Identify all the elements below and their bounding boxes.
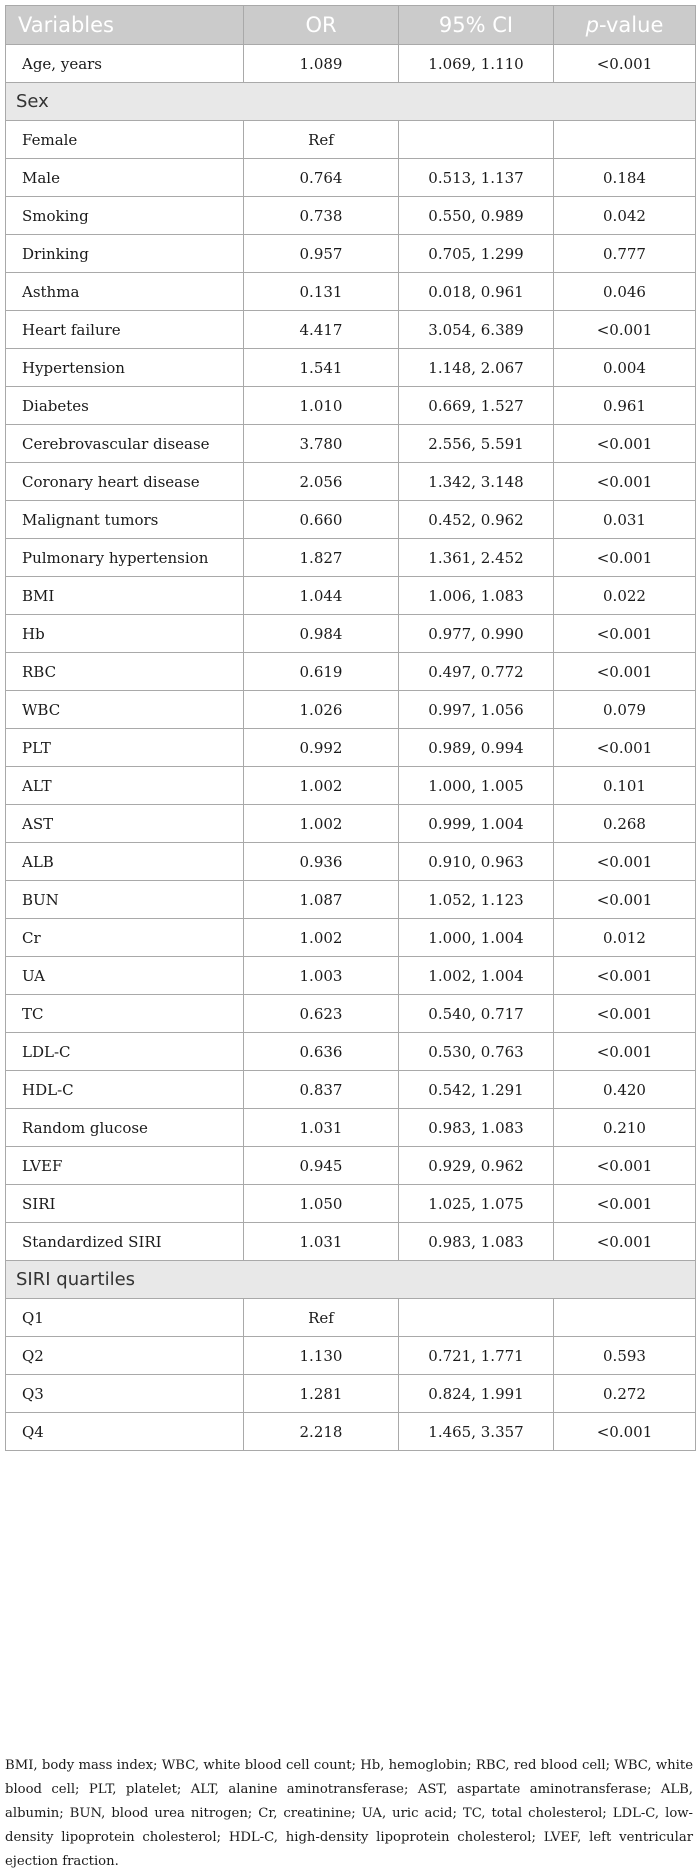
row-ci: 0.983, 1.083 (399, 1109, 554, 1147)
row-ci: 3.054, 6.389 (399, 311, 554, 349)
row-p-value (554, 1299, 696, 1337)
row-label: TC (6, 995, 244, 1033)
table-footnote: BMI, body mass index; WBC, white blood cell count; Hb, hemoglobin; RBC, red blood cell; WBC, white blood cell; PLT, platelet; ALT, alanine aminotransferase; AST, aspartate aminotransferase; ALB, albumin; BUN, blood urea nitrogen; Cr, creatinine; UA, uric acid; TC, total cholesterol; LDL-C, low-density lipoprotein cholesterol; HDL-C, high-density lipoprotein cholesterol; LVEF, left ventricular ejection fraction. (5, 1758, 693, 1869)
table-row (6, 1299, 696, 1337)
row-p-value: <0.001 (554, 957, 696, 995)
row-label: Malignant tumors (6, 501, 244, 539)
row-or: 0.837 (244, 1071, 399, 1109)
row-label: Pulmonary hypertension (6, 539, 244, 577)
row-ci: 1.465, 3.357 (399, 1413, 554, 1451)
row-or: 0.660 (244, 501, 399, 539)
row-p-value: <0.001 (554, 463, 696, 501)
table-row (6, 1223, 696, 1261)
row-or: 1.089 (244, 45, 399, 83)
row-or: 1.010 (244, 387, 399, 425)
row-p-value: 0.593 (554, 1337, 696, 1375)
row-label: UA (6, 957, 244, 995)
row-ci: 0.540, 0.717 (399, 995, 554, 1033)
row-p-value: <0.001 (554, 539, 696, 577)
row-or: 2.056 (244, 463, 399, 501)
table-row (6, 235, 696, 273)
row-or: 1.541 (244, 349, 399, 387)
row-ci: 1.006, 1.083 (399, 577, 554, 615)
row-p-value: 0.031 (554, 501, 696, 539)
table-row (6, 1147, 696, 1185)
row-or: 0.992 (244, 729, 399, 767)
row-ci: 0.550, 0.989 (399, 197, 554, 235)
table-row (6, 995, 696, 1033)
header-variables: Variables (6, 6, 244, 45)
row-p-value: <0.001 (554, 1413, 696, 1451)
row-p-value: <0.001 (554, 729, 696, 767)
row-p-value: 0.042 (554, 197, 696, 235)
table-header-row (6, 6, 696, 45)
row-p-value: 0.046 (554, 273, 696, 311)
row-ci: 0.910, 0.963 (399, 843, 554, 881)
row-label: Q2 (6, 1337, 244, 1375)
table-row (6, 1033, 696, 1071)
table-row (6, 121, 696, 159)
table-body (6, 45, 696, 1451)
row-or: 0.619 (244, 653, 399, 691)
row-ci: 0.018, 0.961 (399, 273, 554, 311)
table-row (6, 805, 696, 843)
row-label: ALT (6, 767, 244, 805)
row-p-value: <0.001 (554, 1185, 696, 1223)
row-p-value: 0.079 (554, 691, 696, 729)
row-p-value: 0.012 (554, 919, 696, 957)
row-label: Q1 (6, 1299, 244, 1337)
table-row (6, 349, 696, 387)
row-ci: 1.361, 2.452 (399, 539, 554, 577)
table-row (6, 919, 696, 957)
row-ci: 0.999, 1.004 (399, 805, 554, 843)
table-row (6, 577, 696, 615)
row-p-value: 0.272 (554, 1375, 696, 1413)
row-or: 0.936 (244, 843, 399, 881)
row-ci: 1.342, 3.148 (399, 463, 554, 501)
row-label: Cerebrovascular disease (6, 425, 244, 463)
row-label: Hypertension (6, 349, 244, 387)
row-label: PLT (6, 729, 244, 767)
row-label: BUN (6, 881, 244, 919)
row-ci: 0.705, 1.299 (399, 235, 554, 273)
row-label: SIRI (6, 1185, 244, 1223)
row-p-value: 0.101 (554, 767, 696, 805)
row-label: AST (6, 805, 244, 843)
row-p-value: <0.001 (554, 653, 696, 691)
table-row (6, 197, 696, 235)
row-or: 1.026 (244, 691, 399, 729)
row-label: LVEF (6, 1147, 244, 1185)
header-p-italic: p (585, 13, 599, 37)
row-or: 1.002 (244, 919, 399, 957)
row-p-value: <0.001 (554, 311, 696, 349)
row-label: Female (6, 121, 244, 159)
row-label: Random glucose (6, 1109, 244, 1147)
table-row (6, 1337, 696, 1375)
row-ci: 1.025, 1.075 (399, 1185, 554, 1223)
row-or: 1.130 (244, 1337, 399, 1375)
row-label: Coronary heart disease (6, 463, 244, 501)
row-or: 0.636 (244, 1033, 399, 1071)
row-ci: 0.669, 1.527 (399, 387, 554, 425)
row-or: 1.031 (244, 1109, 399, 1147)
row-label: BMI (6, 577, 244, 615)
table-row (6, 463, 696, 501)
row-or: 3.780 (244, 425, 399, 463)
table-row (6, 615, 696, 653)
row-ci: 0.997, 1.056 (399, 691, 554, 729)
row-p-value: <0.001 (554, 843, 696, 881)
row-or: 1.003 (244, 957, 399, 995)
row-p-value: <0.001 (554, 881, 696, 919)
row-ci: 1.000, 1.004 (399, 919, 554, 957)
row-ci: 1.052, 1.123 (399, 881, 554, 919)
table-row (6, 1375, 696, 1413)
row-label: Male (6, 159, 244, 197)
row-ci: 0.824, 1.991 (399, 1375, 554, 1413)
row-p-value: <0.001 (554, 1033, 696, 1071)
row-or: 4.417 (244, 311, 399, 349)
row-label: Q4 (6, 1413, 244, 1451)
table-row (6, 843, 696, 881)
row-label: Standardized SIRI (6, 1223, 244, 1261)
row-or: 1.002 (244, 805, 399, 843)
row-or: Ref (244, 121, 399, 159)
table-row (6, 1071, 696, 1109)
row-label: Smoking (6, 197, 244, 235)
row-or: 1.087 (244, 881, 399, 919)
header-or: OR (244, 6, 399, 45)
section-sex (6, 83, 696, 121)
row-ci (399, 1299, 554, 1337)
row-p-value: <0.001 (554, 615, 696, 653)
row-or: Ref (244, 1299, 399, 1337)
row-or: 0.957 (244, 235, 399, 273)
section-siri-quartiles (6, 1261, 696, 1299)
section-sex-label: Sex (6, 83, 696, 121)
row-p-value: <0.001 (554, 1223, 696, 1261)
table-row (6, 653, 696, 691)
row-or: 0.131 (244, 273, 399, 311)
row-label: Q3 (6, 1375, 244, 1413)
table-row (6, 691, 696, 729)
row-ci: 0.513, 1.137 (399, 159, 554, 197)
table-row (6, 1109, 696, 1147)
results-table (5, 5, 696, 1451)
row-label: ALB (6, 843, 244, 881)
row-ci: 1.148, 2.067 (399, 349, 554, 387)
row-label: Diabetes (6, 387, 244, 425)
row-label: LDL-C (6, 1033, 244, 1071)
row-or: 0.738 (244, 197, 399, 235)
row-label: RBC (6, 653, 244, 691)
row-p-value: <0.001 (554, 995, 696, 1033)
row-or: 0.945 (244, 1147, 399, 1185)
table-row (6, 387, 696, 425)
table-row (6, 539, 696, 577)
row-ci: 1.000, 1.005 (399, 767, 554, 805)
row-label: Drinking (6, 235, 244, 273)
row-p-value: <0.001 (554, 45, 696, 83)
table-row (6, 501, 696, 539)
table-row (6, 957, 696, 995)
table-row (6, 159, 696, 197)
row-ci: 1.002, 1.004 (399, 957, 554, 995)
table-row (6, 881, 696, 919)
row-or: 0.984 (244, 615, 399, 653)
row-ci: 0.929, 0.962 (399, 1147, 554, 1185)
table-row (6, 273, 696, 311)
row-ci: 0.721, 1.771 (399, 1337, 554, 1375)
header-p-value (554, 6, 696, 45)
row-p-value: 0.210 (554, 1109, 696, 1147)
row-p-value: 0.022 (554, 577, 696, 615)
row-ci: 0.497, 0.772 (399, 653, 554, 691)
row-ci: 0.977, 0.990 (399, 615, 554, 653)
row-p-value: <0.001 (554, 1147, 696, 1185)
table-row (6, 45, 696, 83)
row-p-value: 0.961 (554, 387, 696, 425)
table-row (6, 311, 696, 349)
row-ci (399, 121, 554, 159)
row-or: 0.623 (244, 995, 399, 1033)
table-row (6, 1413, 696, 1451)
row-or: 1.281 (244, 1375, 399, 1413)
row-label: HDL-C (6, 1071, 244, 1109)
row-label: Cr (6, 919, 244, 957)
row-label: WBC (6, 691, 244, 729)
row-or: 2.218 (244, 1413, 399, 1451)
row-label: Hb (6, 615, 244, 653)
row-or: 1.050 (244, 1185, 399, 1223)
table-row (6, 425, 696, 463)
row-ci: 0.452, 0.962 (399, 501, 554, 539)
row-or: 0.764 (244, 159, 399, 197)
header-p-suffix: -value (598, 13, 664, 37)
row-p-value: 0.184 (554, 159, 696, 197)
row-label: Asthma (6, 273, 244, 311)
row-ci: 0.983, 1.083 (399, 1223, 554, 1261)
row-p-value: 0.004 (554, 349, 696, 387)
table-row (6, 1185, 696, 1223)
section-siri-quartiles-label: SIRI quartiles (6, 1261, 696, 1299)
header-ci: 95% CI (399, 6, 554, 45)
table-row (6, 767, 696, 805)
row-p-value: 0.420 (554, 1071, 696, 1109)
row-ci: 2.556, 5.591 (399, 425, 554, 463)
row-label: Age, years (6, 45, 244, 83)
row-p-value: <0.001 (554, 425, 696, 463)
row-or: 1.827 (244, 539, 399, 577)
row-ci: 0.530, 0.763 (399, 1033, 554, 1071)
row-or: 1.044 (244, 577, 399, 615)
row-or: 1.031 (244, 1223, 399, 1261)
row-ci: 0.989, 0.994 (399, 729, 554, 767)
row-p-value: 0.777 (554, 235, 696, 273)
row-p-value: 0.268 (554, 805, 696, 843)
row-ci: 0.542, 1.291 (399, 1071, 554, 1109)
table-row (6, 729, 696, 767)
row-p-value (554, 121, 696, 159)
row-or: 1.002 (244, 767, 399, 805)
row-label: Heart failure (6, 311, 244, 349)
row-ci: 1.069, 1.110 (399, 45, 554, 83)
